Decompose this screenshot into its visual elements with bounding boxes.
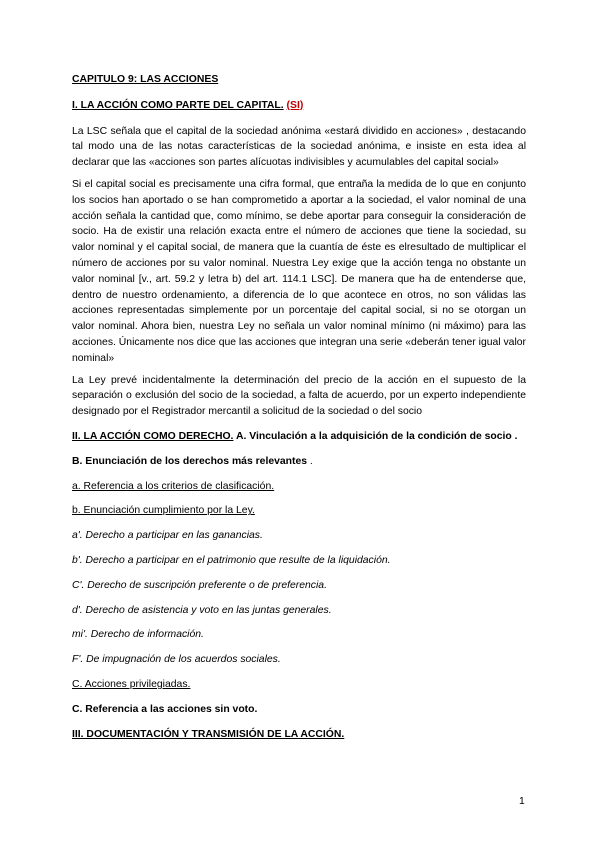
page-number: 1 <box>519 796 525 807</box>
section-1-heading <box>72 98 526 114</box>
right-item-4: d'. Derecho de asistencia y voto en las juntas generales. <box>72 604 332 616</box>
section-1-mark: (SI) <box>286 99 304 111</box>
section-2-subheading: A. Vinculación a la adquisición de la condición de socio . <box>233 430 518 442</box>
document-page <box>72 72 526 742</box>
item-b-enumeration: b. Enunciación cumplimiento por la Ley. <box>72 505 255 517</box>
section-b-heading <box>72 454 526 470</box>
item-a-criteria: a. Referencia a los criterios de clasificación. <box>72 480 275 492</box>
paragraph-3: La Ley prevé incidentalmente la determinación del precio de la acción en el supuesto de la separación o exclusión del socio de la sociedad, a falta de acuerdo, por un experto independiente designado por el Registrador mercantil a solicitud de la sociedad o del socio <box>72 374 526 418</box>
right-item-3: C'. Derecho de suscripción preferente o de preferencia. <box>72 579 327 591</box>
paragraph-1: La LSC señala que el capital de la sociedad anónima «estará dividido en acciones» , destacando tal modo una de las notas características de la sociedad anónima, e insiste en esta idea al declarar que las «acciones son partes alícuotas indivisibles y acumulables del capital social» <box>72 125 526 169</box>
right-item-2: b'. Derecho a participar en el patrimonio que resulte de la liquidación. <box>72 554 391 566</box>
section-b-title: B. Enunciación de los derechos más relevantes <box>72 455 308 467</box>
section-1-title: I. LA ACCIÓN COMO PARTE DEL CAPITAL. <box>72 99 284 111</box>
section-2-title: II. LA ACCIÓN COMO DERECHO. <box>72 430 234 442</box>
section-c-heading: C. Referencia a las acciones sin voto. <box>72 703 258 715</box>
chapter-title: CAPITULO 9: LAS ACCIONES <box>72 74 219 85</box>
section-2-heading <box>72 429 526 445</box>
right-item-1: a'. Derecho a participar en las ganancias. <box>72 530 263 542</box>
section-3-heading: III. DOCUMENTACIÓN Y TRANSMISIÓN DE LA ACCIÓN. <box>72 728 345 740</box>
right-item-5: mi'. Derecho de información. <box>72 629 204 641</box>
right-item-6: F'. De impugnación de los acuerdos sociales. <box>72 654 281 666</box>
paragraph-2: Si el capital social es precisamente una cifra formal, que entraña la medida de lo que en conjunto los socios han aportado o se han comprometido a aportar a la sociedad, el valor nominal de una acción señala la cantidad que, como mínimo, se debe aportar para conseguir la consideración de socio. Ha de existir una relación exacta entre el número de acciones que tiene la sociedad, su valor nominal y el capital social, de manera que la cuantía de éste es elresultado de multiplicar el número de acciones por su valor nominal. Nuestra Ley exige que la acción tenga no obstante un valor nominal [v., art. 59.2 y letra b) del art. 114.1 LSC]. De manera que ha de entenderse que, dentro de nuestro ordenamiento, a diferencia de lo que acontece en otros, no son válidas las acciones representadas simplemente por un porcentaje del capital social, si no se otorgan un valor nominal. Ahora bien, nuestra Ley no señala un valor nominal mínimo (ni máximo) para las acciones. Únicamente nos dice que las acciones que integran una serie «deberán tener igual valor nominal» <box>72 178 527 364</box>
section-b-suffix: . <box>307 455 313 467</box>
item-c-privileged: C. Acciones privilegiadas. <box>72 678 191 690</box>
